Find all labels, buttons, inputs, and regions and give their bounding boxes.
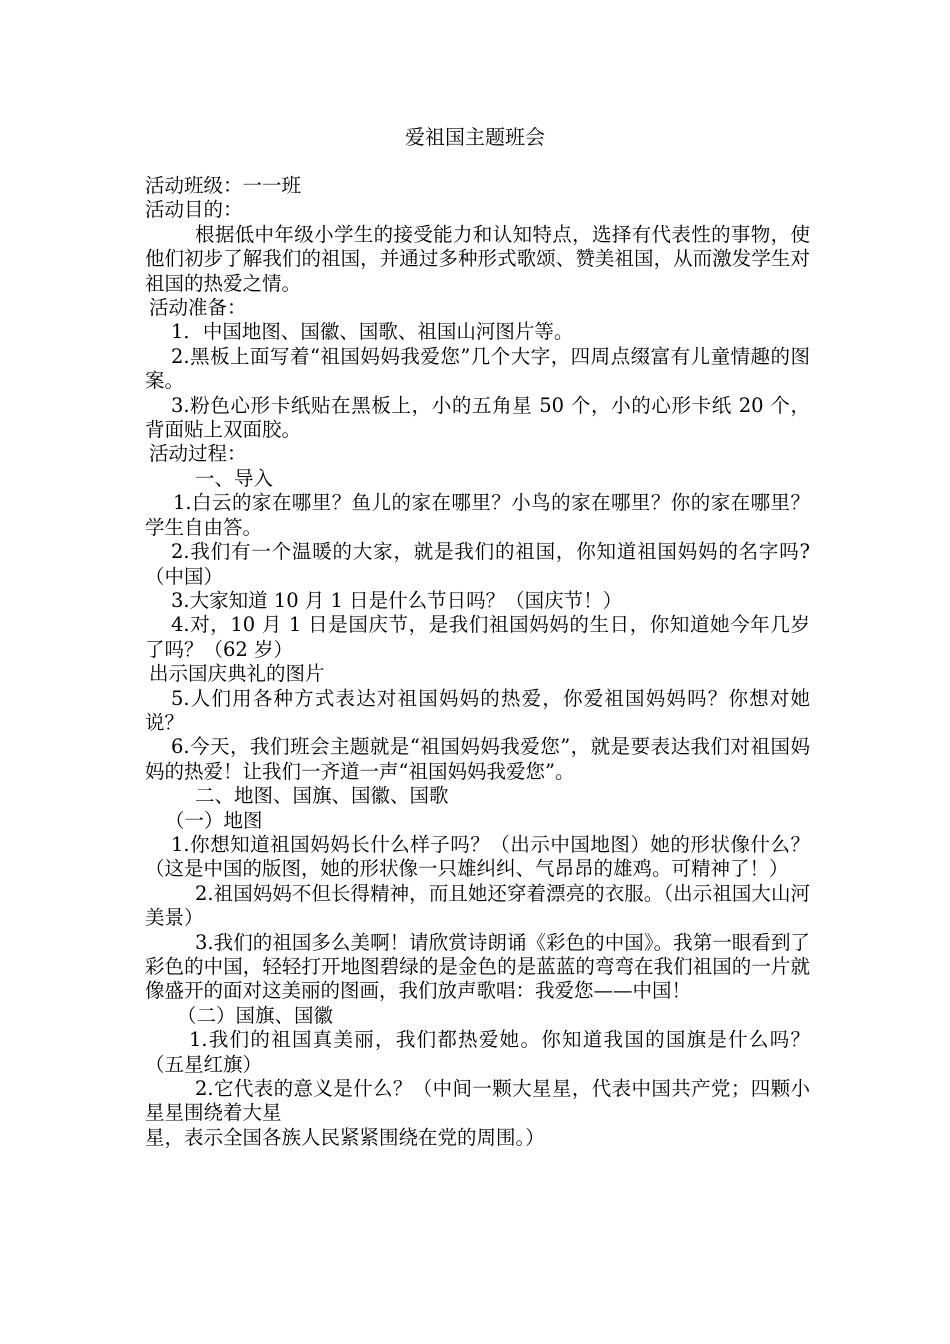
- paragraph: 3.我们的祖国多么美啊！请欣赏诗朗诵《彩色的中国》。我第一眼看到了彩色的中国，轻轻打开地图碧绿的是金色的是蓝蓝的弯弯在我们祖国的一片就像盛开的面对这美丽的图画，我们放声歌唱：我爱您——中国！: [145, 930, 810, 1003]
- paragraph: （二）国旗、国徽: [177, 1003, 334, 1027]
- paragraph: 1.我们的祖国真美丽，我们都热爱她。你知道我国的国旗是什么吗？（五星红旗）: [145, 1028, 810, 1076]
- paragraph: 根据低中年级小学生的接受能力和认知特点，选择有代表性的事物，使他们初步了解我们的祖国，并通过多种形式歌颂、赞美祖国，从而激发学生对祖国的热爱之情。: [145, 222, 810, 295]
- paragraph: 2.黑板上面写着“祖国妈妈我爱您”几个大字，四周点缀富有儿童情趣的图案。: [145, 344, 810, 393]
- paragraph: 6.今天，我们班会主题就是“祖国妈妈我爱您”，就是要表达我们对祖国妈妈的热爱！让我们一齐道一声“祖国妈妈我爱您”。: [145, 735, 810, 783]
- paragraph: 2.我们有一个温暖的大家，就是我们的祖国，你知道祖国妈妈的名字吗?（中国）: [145, 540, 810, 588]
- paragraph: 1．中国地图、国徽、国歌、祖国山河图片等。: [171, 320, 574, 344]
- paragraph: 活动准备：: [149, 296, 247, 320]
- paragraph: 活动过程：: [149, 442, 247, 466]
- paragraph: 4.对，10 月 1 日是国庆节，是我们祖国妈妈的生日，你知道她今年几岁了吗？（62 岁）: [145, 613, 810, 661]
- paragraph: 活动目的：: [145, 198, 243, 222]
- paragraph: 二、地图、国旗、国徽、国歌: [195, 784, 449, 808]
- paragraph: 3.粉色心形卡纸贴在黑板上，小的五角星 50 个，小的心形卡纸 20 个，背面贴上双面胶。: [145, 393, 810, 442]
- paragraph: 一、导入: [195, 466, 274, 490]
- paragraph: 1.你想知道祖国妈妈长什么样子吗？（出示中国地图）她的形状像什么？（这是中国的版图，她的形状像一只雄纠纠、气昂昂的雄鸡。可精神了！）: [145, 832, 810, 881]
- paragraph: 出示国庆典礼的图片: [149, 662, 325, 686]
- paragraph: 2.祖国妈妈不但长得精神，而且她还穿着漂亮的衣服。（出示祖国大山河美景）: [145, 881, 810, 930]
- paragraph: 5.人们用各种方式表达对祖国妈妈的热爱，你爱祖国妈妈吗？你想对她说？: [145, 686, 810, 734]
- paragraph: （一）地图: [165, 808, 263, 832]
- paragraph: 1.白云的家在哪里？鱼儿的家在哪里？小鸟的家在哪里？你的家在哪里？学生自由答。: [145, 491, 810, 539]
- paragraph: 星，表示全国各族人民紧紧围绕在党的周围。）: [145, 1125, 545, 1149]
- paragraph: 2.它代表的意义是什么？（中间一颗大星星，代表中国共产党；四颗小星星围绕着大星: [145, 1077, 810, 1125]
- document-title: 爱祖国主题班会: [405, 125, 545, 149]
- paragraph: 活动班级：一一班: [145, 174, 302, 197]
- paragraph: 3.大家知道 10 月 1 日是什么节日吗？（国庆节！）: [171, 588, 623, 612]
- document-body: [145, 174, 810, 1150]
